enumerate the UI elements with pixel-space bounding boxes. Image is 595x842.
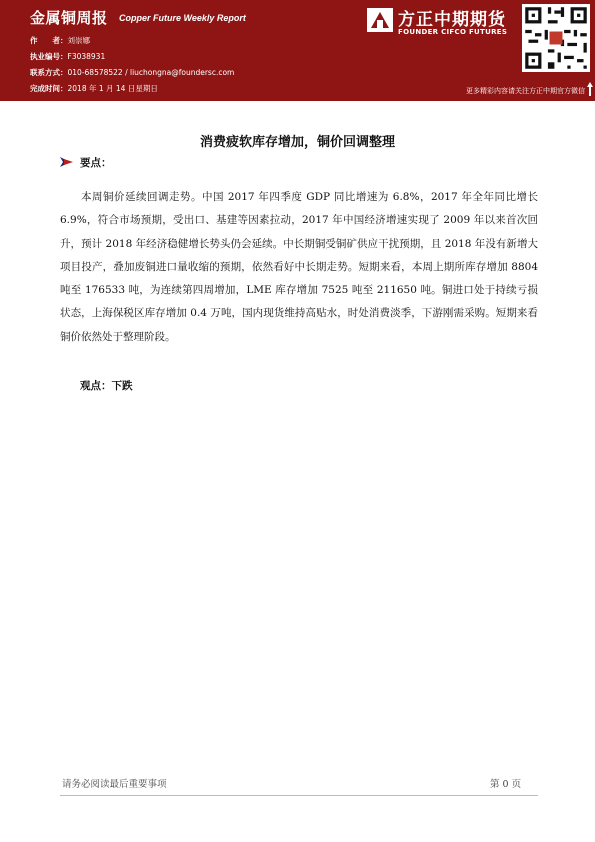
meta-license-value: F3038931 [67, 52, 106, 61]
document-title: 消费疲软库存增加，铜价回调整理 [199, 135, 395, 150]
meta-date-value: 2018 年 1 月 14 日星期日 [67, 84, 158, 93]
report-subtitle: Copper Future Weekly Report [119, 13, 246, 23]
meta-license [30, 51, 105, 62]
key-points-label: 要点： [80, 157, 112, 169]
report-header [0, 0, 595, 101]
meta-date [30, 83, 158, 94]
footer-page-number: 第 0 页 [490, 779, 522, 790]
meta-author [30, 35, 90, 46]
key-points-heading [60, 155, 112, 170]
meta-date-key: 完成时间： [30, 84, 68, 93]
bullet-arrow-icon [60, 157, 74, 167]
meta-contact-value: 010-68578522 / liuchongna@foundersc.com [67, 68, 235, 77]
summary-paragraph: 本周铜价延续回调走势。中国 2017 年四季度 GDP 同比增速为 6.8%，2017 年全年同比增长 6.9%，符合市场预期，受出口、基建等因素拉动，2017 年中国经济增速实现了 2009 年以来首次回升，预计 2018 年经济稳健增长势头仍会延续。中长期铜受铜矿供应干扰预期，且 2018 年没有新增大项目投产，叠加废铜进口量收缩的预期，依然看好中长期走势。短期来看，本周上期所库存增加 8804 吨至 176533 吨，为连续第四周增加，LME 库存增加 7525 吨至 211650 吨。铜进口处于持续亏损状态，上海保税区库存增加 0.4 万吨，国内现货维持高贴水，时处消费淡季，下游刚需采购。短期来看铜价依然处于整理阶段。 [60, 191, 538, 343]
logo-english-name: FOUNDER CIFCO FUTURES [398, 28, 508, 36]
footer-disclaimer: 请务必阅读最后重要事项 [62, 779, 167, 790]
arrow-up-icon [587, 82, 593, 96]
report-title: 金属铜周报 [30, 9, 108, 27]
meta-author-value: 刘崇娜 [67, 36, 90, 45]
wechat-follow-note: 更多精彩内容请关注方正中期官方微信 [466, 87, 585, 95]
footer-divider [60, 795, 538, 796]
meta-contact [30, 67, 234, 78]
meta-author-key: 作 者： [30, 36, 68, 45]
view-conclusion: 观点：下跌 [80, 380, 133, 392]
meta-license-key: 执业编号： [30, 52, 68, 61]
logo-chinese-name: 方正中期期货 [398, 10, 506, 30]
meta-contact-key: 联系方式： [30, 68, 68, 77]
founder-logo-icon [366, 7, 394, 33]
qr-code-icon [522, 4, 590, 72]
